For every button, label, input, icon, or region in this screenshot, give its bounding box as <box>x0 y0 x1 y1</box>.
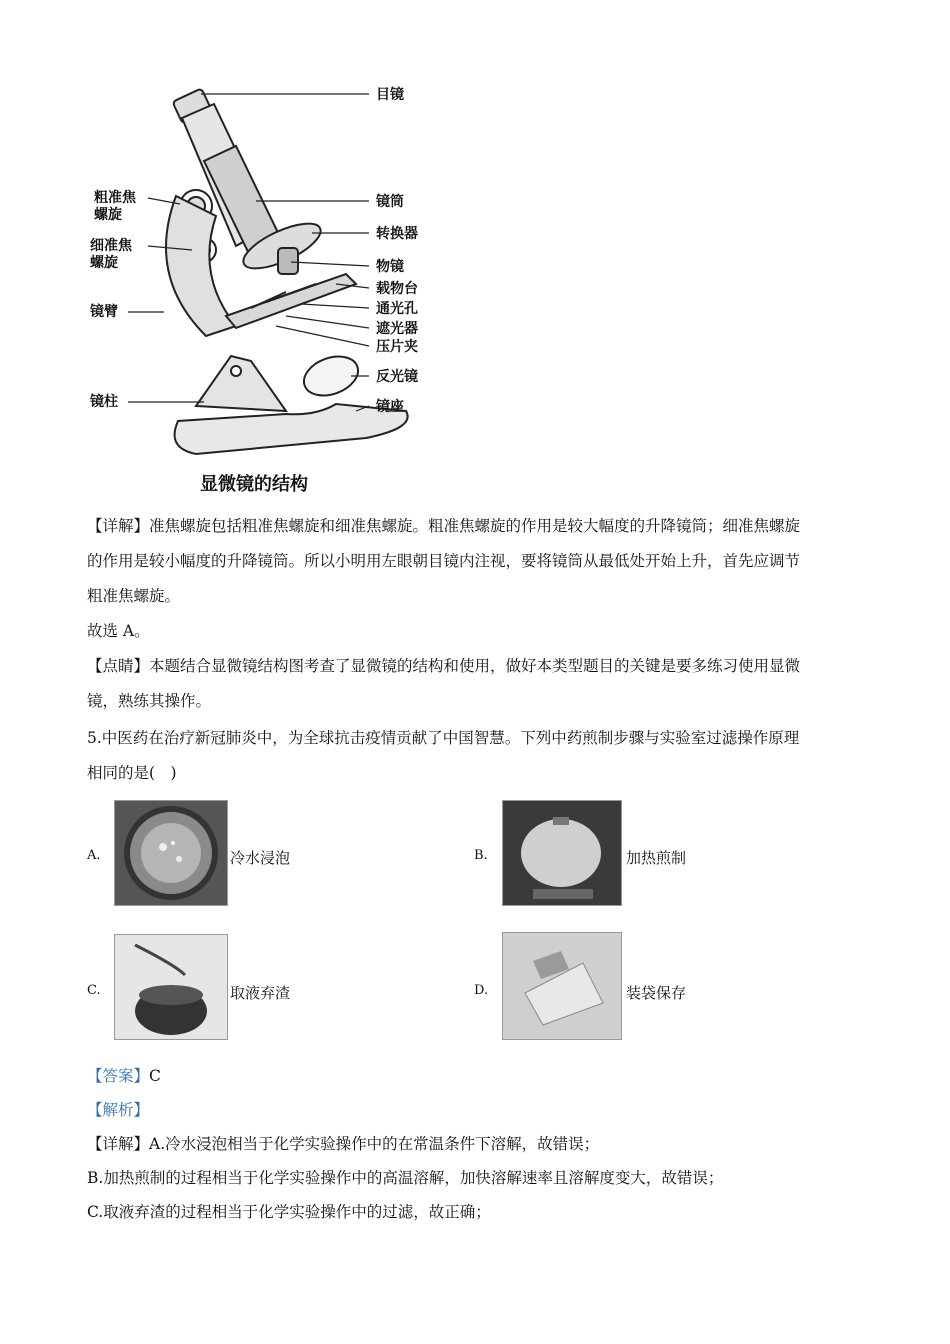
answer-tag: 【答案】 <box>87 1067 150 1085</box>
label-fine-2: 螺旋 <box>90 255 118 271</box>
label-clips: 压片夹 <box>376 339 418 355</box>
explain1-line2: 的作用是较小幅度的升降镜筒。所以小明用左眼朝目镜内注视，要将镜筒从最低处开始上升，首先应调节 <box>87 552 801 570</box>
option-d-label: 装袋保存 <box>626 984 687 1002</box>
comment-line2: 镜，熟练其操作。 <box>87 692 212 710</box>
label-fine-1: 细准焦 <box>90 238 132 254</box>
analysis-tag: 【解析】 <box>87 1101 150 1119</box>
label-eyepiece: 目镜 <box>376 87 404 103</box>
comment-line1 <box>87 654 800 676</box>
option-b-photo <box>502 800 622 906</box>
explain2-line-b: B.加热煎制的过程相当于化学实验操作中的高温溶解，加快溶解速率且溶解度变大，故错误； <box>87 1169 724 1187</box>
comment-tag: 【点睛】 <box>87 657 150 675</box>
label-coarse-1: 粗准焦 <box>94 190 136 206</box>
explain2-line-a <box>87 1132 599 1154</box>
label-stage: 载物台 <box>376 281 418 297</box>
explain2-tag: 【详解】 <box>87 1135 150 1153</box>
option-c-label: 取液弃渣 <box>230 984 291 1002</box>
label-pillar: 镜柱 <box>90 394 118 410</box>
option-b-label: 加热煎制 <box>626 849 687 867</box>
option-c-photo <box>114 934 228 1040</box>
option-c-letter: C. <box>87 983 101 998</box>
explain1-line1 <box>87 514 800 536</box>
option-d-letter: D. <box>474 983 489 998</box>
microscope-structure-figure <box>86 76 446 506</box>
explain1-choice: 故选 A。 <box>87 622 150 640</box>
answer-value: C <box>149 1067 161 1085</box>
label-tube: 镜筒 <box>376 194 404 210</box>
option-b-letter: B. <box>474 848 488 863</box>
answer-line <box>87 1064 161 1086</box>
label-coarse-2: 螺旋 <box>94 207 122 223</box>
option-a-letter: A. <box>87 848 101 863</box>
figure-title: 显微镜的结构 <box>200 474 308 495</box>
option-a-label: 冷水浸泡 <box>230 849 291 867</box>
option-a-photo <box>114 800 228 906</box>
label-nosepiece: 转换器 <box>376 226 418 242</box>
label-base: 镜座 <box>376 399 404 415</box>
explain1-line3: 粗准焦螺旋。 <box>87 587 181 605</box>
option-d-photo <box>502 932 622 1040</box>
explain2-text-a: A.冷水浸泡相当于化学实验操作中的在常温条件下溶解，故错误； <box>149 1135 600 1153</box>
explain2-line-c: C.取液弃渣的过程相当于化学实验操作中的过滤，故正确； <box>87 1203 491 1221</box>
label-aperture: 通光孔 <box>376 301 418 317</box>
label-diaphragm: 遮光器 <box>376 321 418 337</box>
label-objective: 物镜 <box>376 259 404 275</box>
comment-text1: 本题结合显微镜结构图考查了显微镜的结构和使用，做好本类型题目的关键是要多练习使用显微 <box>149 657 801 675</box>
question-line2: 相同的是( ) <box>87 764 177 782</box>
label-mirror: 反光镜 <box>376 369 418 385</box>
explain1-text1: 准焦螺旋包括粗准焦螺旋和细准焦螺旋。粗准焦螺旋的作用是较大幅度的升降镜筒；细准焦螺旋 <box>149 517 801 535</box>
label-arm: 镜臂 <box>90 304 118 320</box>
explain1-tag: 【详解】 <box>87 517 150 535</box>
question-line1: 5.中医药在治疗新冠肺炎中，为全球抗击疫情贡献了中国智慧。下列中药煎制步骤与实验室过滤操作原理 <box>87 729 800 747</box>
